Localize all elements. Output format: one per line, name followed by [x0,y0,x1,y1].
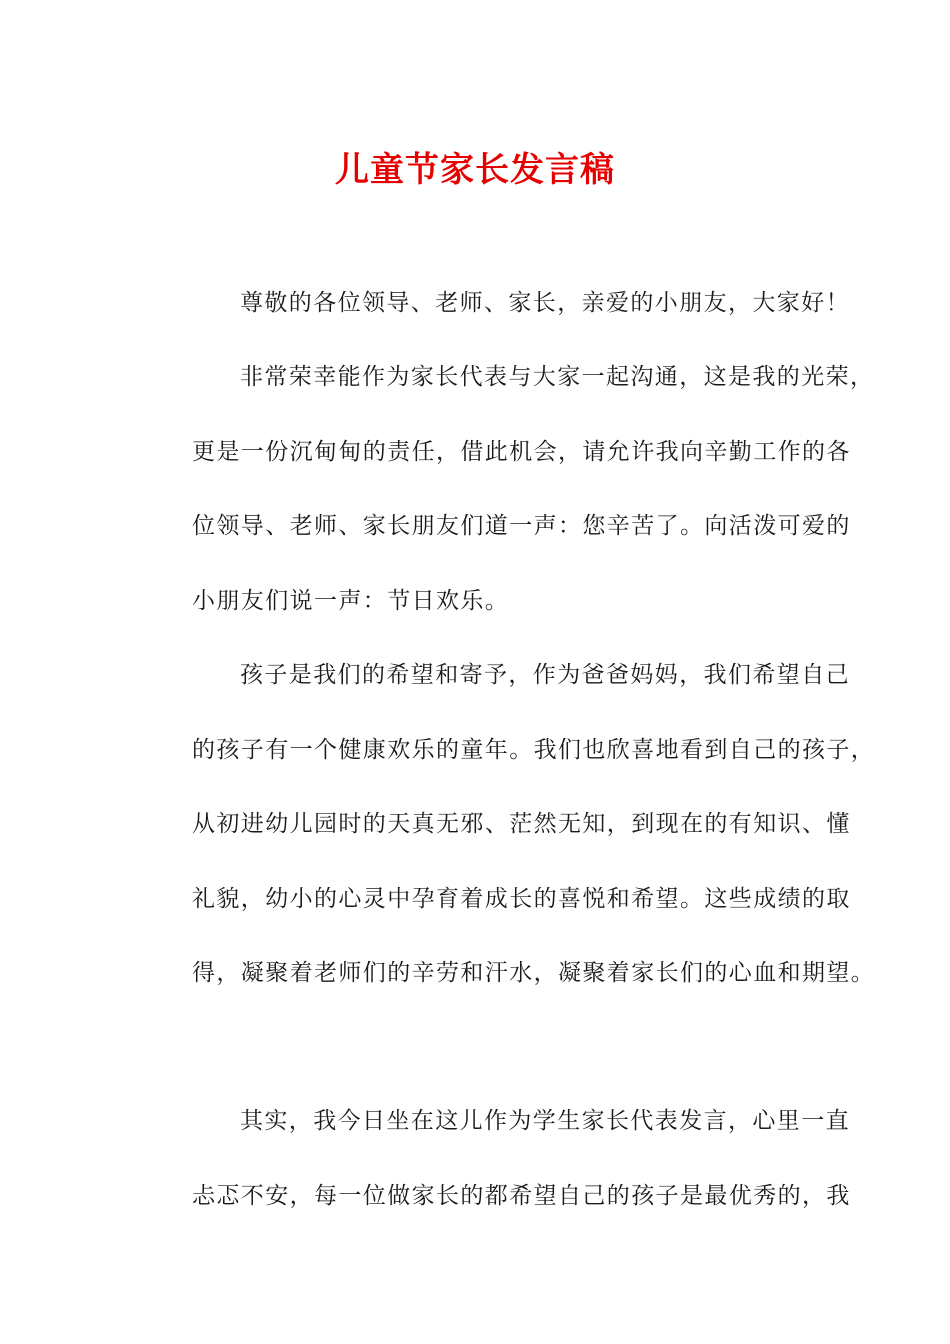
document-title: 儿童节家长发言稿 [335,150,615,190]
text-line: 忐忑不安，每一位做家长的都希望自己的孩子是最优秀的，我 [192,1182,851,1209]
paragraph-greeting [146,266,850,341]
text-line: 尊敬的各位领导、老师、家长，亲爱的小朋友，大家好！ [240,290,850,316]
paragraph-children-hope [146,638,876,1011]
text-line: 其实，我今日坐在这儿作为学生家长代表发言，心里一直 [240,1108,850,1134]
text-line: 礼貌，幼小的心灵中孕育着成长的喜悦和希望。这些成绩的取 [192,885,851,912]
text-line: 位领导、老师、家长朋友们道一声：您辛苦了。向活泼可爱的 [192,513,851,539]
paragraph-honor [146,340,875,638]
text-line: 得，凝聚着老师们的辛劳和汗水，凝聚着家长们的心血和期望。 [192,960,876,986]
text-line: 从初进幼儿园时的天真无邪、茫然无知，到现在的有知识、懂 [192,811,851,837]
paragraph-speaker-feelings [146,1084,851,1233]
text-line: 孩子是我们的希望和寄予，作为爸爸妈妈，我们希望自己 [240,662,850,688]
text-line: 的孩子有一个健康欢乐的童年。我们也欣喜地看到自己的孩子， [192,736,876,763]
text-line: 更是一份沉甸甸的责任，借此机会，请允许我向辛勤工作的各 [192,438,851,465]
text-line: 小朋友们说一声：节日欢乐。 [192,587,510,614]
text-line: 非常荣幸能作为家长代表与大家一起沟通，这是我的光荣， [240,364,875,390]
